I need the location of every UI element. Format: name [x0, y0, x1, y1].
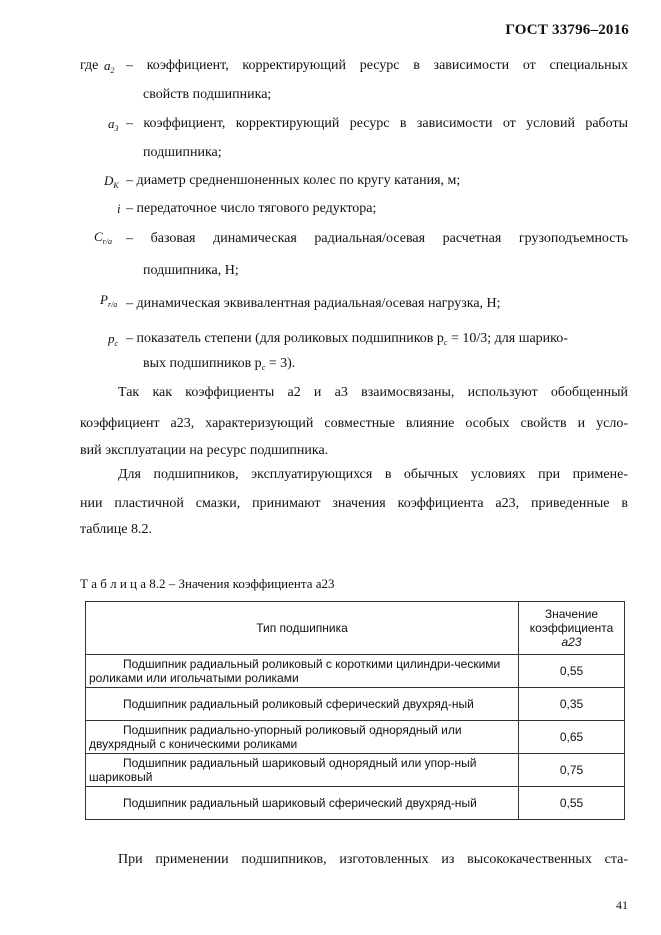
paragraph-2-line2: нии пластичной смазки, принимают значения коэффициента a23, приведенные в	[80, 496, 628, 511]
table-row	[86, 754, 625, 787]
header-bearing-type: Тип подшипника	[86, 602, 519, 655]
coefficient-table	[85, 601, 625, 820]
def-symbol-a3: $a_3$	[108, 116, 119, 133]
header-coefficient-value: Значение коэффициента a23	[519, 602, 625, 655]
def-symbol-p: $P_{r/a}$	[100, 292, 118, 309]
def-i-line1: – передаточное число тягового редуктора;	[126, 201, 377, 216]
table-row	[86, 655, 625, 688]
def-a2-line1: – коэффициент, корректирующий ресурс в зависимости от специальных	[126, 58, 629, 73]
coefficient-cell: 0,65	[519, 721, 625, 754]
def-pc-line1: – показатель степени (для роликовых подшипников $p_c = 10/3$; для шарико-	[126, 331, 568, 347]
page-number: 41	[616, 898, 628, 912]
def-symbol-i: i	[117, 201, 121, 216]
table-row	[86, 721, 625, 754]
bearing-type-cell: Подшипник радиальный роликовый с короткими цилиндри-ческими роликами или игольчатыми роликами	[86, 655, 519, 688]
def-symbol-dk: $D_K$	[104, 173, 119, 190]
paragraph-2-line3: таблице 8.2.	[80, 522, 152, 537]
def-a3-line1: – коэффициент, корректирующий ресурс в зависимости от условий работы	[126, 116, 629, 131]
table-row	[86, 688, 625, 721]
paragraph-3: При применении подшипников, изготовленных из высококачественных ста-	[118, 852, 628, 867]
coefficient-cell: 0,55	[519, 787, 625, 820]
bearing-type-cell: Подшипник радиально-упорный роликовый однорядный или двухрядный с коническими роликами	[86, 721, 519, 754]
coefficient-cell: 0,55	[519, 655, 625, 688]
bearing-type-cell: Подшипник радиальный шариковый однорядный или упор-ный шариковый	[86, 754, 519, 787]
def-symbol-pc: $p_c$	[108, 331, 119, 348]
def-symbol-c: $C_{r/a}$	[94, 229, 113, 246]
table-row	[86, 787, 625, 820]
def-c-line2: подшипника, Н;	[143, 263, 239, 278]
paragraph-1-line2: коэффициент a23, характеризующий совместные влияние особых свойств и усло-	[80, 416, 628, 431]
table-header-row	[86, 602, 625, 655]
paragraph-1-line1: Так как коэффициенты a2 и a3 взаимосвязаны, используют обобщенный	[118, 385, 628, 400]
def-a3-line2: подшипника;	[143, 145, 222, 160]
def-symbol-a2: $a_2$	[104, 58, 115, 75]
def-c-line1: – базовая динамическая радиальная/осевая расчетная грузоподъемность	[126, 231, 628, 246]
def-p-line1: – динамическая эквивалентная радиальная/осевая нагрузка, Н;	[126, 296, 501, 311]
def-pc-line2: вых подшипников $p_c = 3$).	[143, 356, 296, 372]
table-caption: Т а б л и ц а 8.2 – Значения коэффициента a23	[80, 576, 335, 591]
paragraph-1-line3: вий эксплуатации на ресурс подшипника.	[80, 443, 329, 458]
def-dk-line1: – диаметр средненшоненных колес по кругу катания, м;	[126, 173, 461, 188]
coefficient-cell: 0,75	[519, 754, 625, 787]
coefficient-cell: 0,35	[519, 688, 625, 721]
def-a2-line2: свойств подшипника;	[143, 87, 272, 102]
bearing-type-cell: Подшипник радиальный шариковый сферический двухряд-ный	[86, 787, 519, 820]
paragraph-2-line1: Для подшипников, эксплуатирующихся в обычных условиях при примене-	[118, 467, 628, 482]
def-lead: где	[80, 58, 99, 73]
document-code: ГОСТ 33796–2016	[505, 22, 629, 38]
bearing-type-cell: Подшипник радиальный роликовый сферический двухряд-ный	[86, 688, 519, 721]
